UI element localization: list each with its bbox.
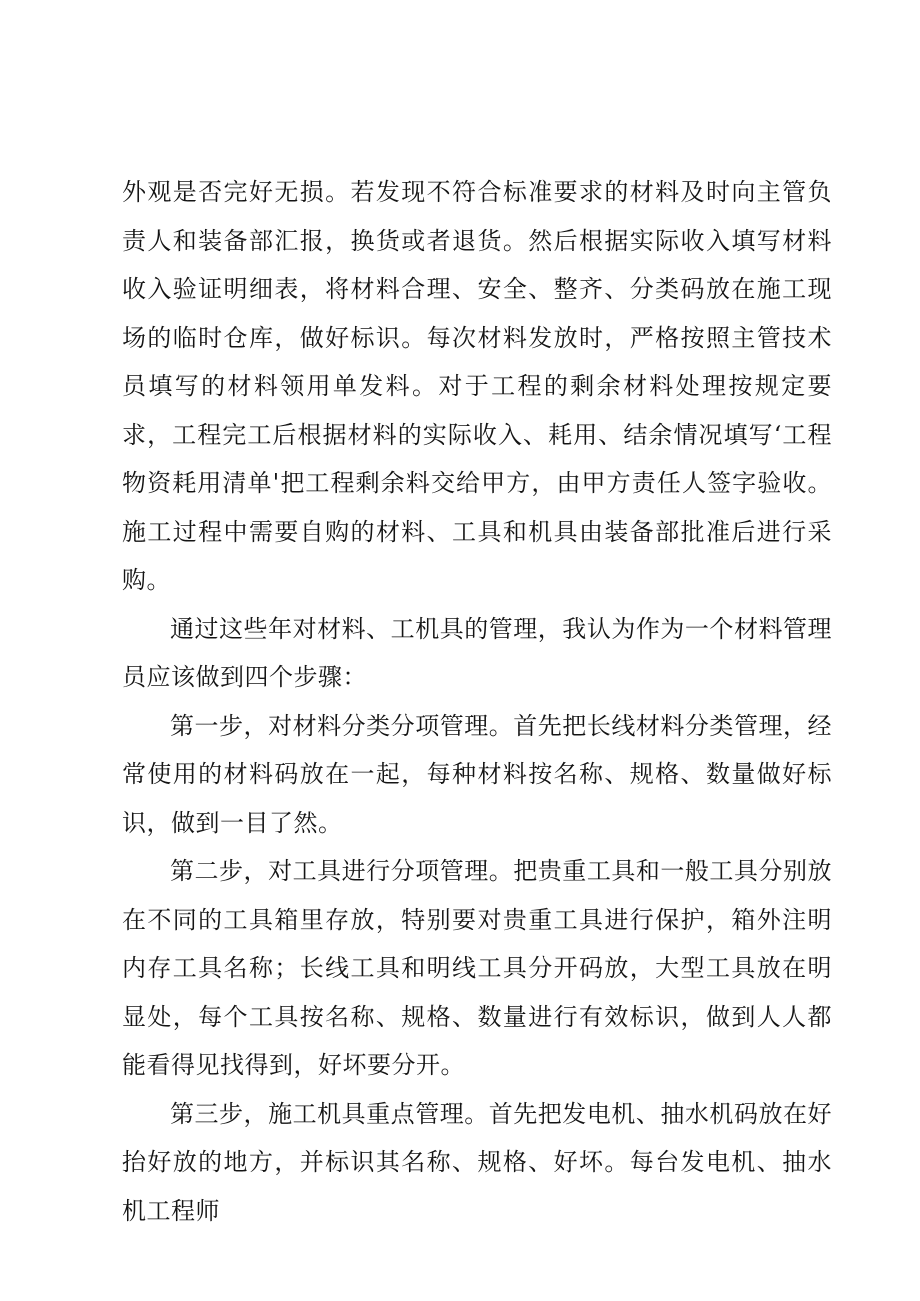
paragraph-step-three: 第三步，施工机具重点管理。首先把发电机、抽水机码放在好抬好放的地方，并标识其名称、规格、好坏。每台发电机、抽水机工程师 xyxy=(122,1099,832,1225)
paragraph-step-two: 第二步，对工具进行分项管理。把贵重工具和一般工具分别放在不同的工具箱里存放，特别要对贵重工具进行保护，箱外注明内存工具名称；长线工具和明线工具分开码放，大型工具放在明显处，每个工具按名称、规格、数量进行有效标识，做到人人都能看得见找得到，好坏要分开。 xyxy=(122,857,832,1079)
paragraph-intro-steps: 通过这些年对材料、工机具的管理，我认为作为一个材料管理员应该做到四个步骤： xyxy=(122,614,832,691)
paragraph-step-one: 第一步，对材料分类分项管理。首先把长线材料分类管理，经常使用的材料码放在一起，每种材料按名称、规格、数量做好标识，做到一目了然。 xyxy=(122,711,832,837)
document-body xyxy=(122,168,832,1235)
paragraph-continuation: 外观是否完好无损。若发现不符合标准要求的材料及时向主管负责人和装备部汇报，换货或者退货。然后根据实际收入填写材料收入验证明细表，将材料合理、安全、整齐、分类码放在施工现场的临时仓库，做好标识。每次材料发放时，严格按照主管技术员填写的材料领用单发料。对于工程的剩余材料处理按规定要求，工程完工后根据材料的实际收入、耗用、结余情况填写‘工程物资耗用清单'把工程剩余料交给甲方，由甲方责任人签字验收。施工过程中需要自购的材料、工具和机具由装备部批准后进行采购。 xyxy=(122,178,832,594)
